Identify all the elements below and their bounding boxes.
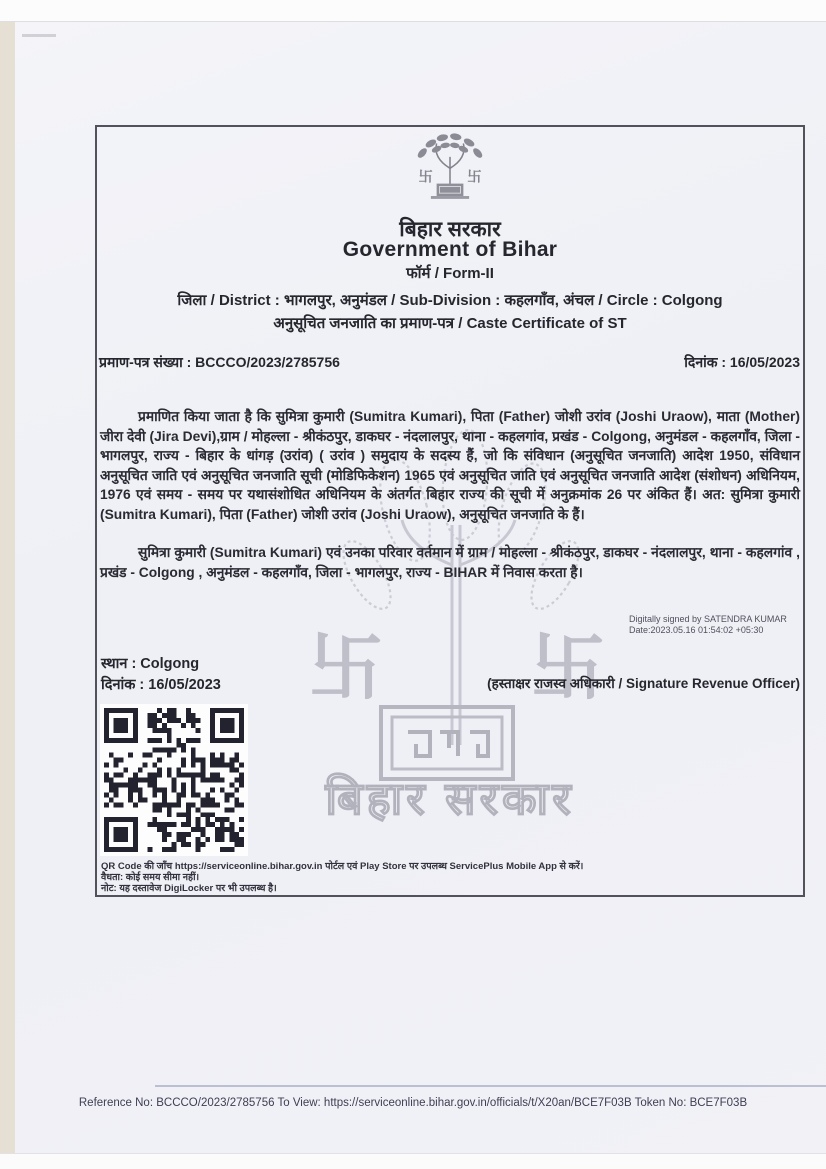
qr-note-digilocker: नोट: यह दस्तावेज DigiLocker पर भी उपलब्ध है।	[101, 882, 277, 894]
certificate-number: प्रमाण-पत्र संख्या : BCCCO/2023/2785756	[99, 354, 340, 370]
date-label: दिनांक : 16/05/2023	[101, 677, 221, 693]
certificate-body-paragraph: प्रमाणित किया जाता है कि सुमित्रा कुमारी (Sumitra Kumari), पिता (Father) जोशी उरांव (Joshi Uraow), माता (Mother) जीरा देवी (Jira Devi),ग्राम / मोहल्ला - श्रीकंठपुर, डाकघर - नंदलालपुर, थाना - कहलगांव, प्रखंड - Colgong, अनुमंडल - कहलगाँव, जिला - भागलपुर, राज्य - बिहार के धांगड़ (उरांव) ( उरांव ) समुदाय के सदस्य हैं, जो कि संविधान (अनुसूचित जनजाति) आदेश 1950, संविधान अनुसूचित जाति एवं अनुसूचित जनजाति सूची (मोडिफिकेशन) 1965 एवं अनुसूचित जाति एवं अनुसूचित जनजाति आदेश (संशोधन) अधिनियम, 1976 एवं समय - समय पर यथासंशोधित अधिनियम के अंतर्गत बिहार राज्य की सूची में अनुक्रमांक 26 पर अंकित हैं। अत: सुमित्रा कुमारी (Sumitra Kumari), पिता (Father) जोशी उरांव (Joshi Uraow), अनुसूचित जनजाति के हैं।	[100, 409, 800, 522]
digital-signature-line2: Date:2023.05.16 01:54:02 +05:30	[629, 625, 764, 635]
digital-signature-stamp	[629, 614, 787, 636]
digital-signature-line1: Digitally signed by SATENDRA KUMAR	[629, 614, 787, 624]
watermark-text: बिहार सरकार	[325, 773, 575, 824]
qr-note-validity: वैधता: कोई समय सीमा नहीं।	[101, 871, 200, 883]
qr-code	[100, 704, 248, 856]
residence-paragraph: सुमित्रा कुमारी (Sumitra Kumari) एवं उनका परिवार वर्तमान में ग्राम / मोहल्ला - श्रीकंठपुर, डाकघर - नंदलालपुर, थाना - कहलगांव , प्रखंड - Colgong , अनुमंडल - कहलगाँव, जिला - भागलपुर, राज्य - BIHAR में निवास करता है।	[100, 545, 800, 580]
svg-text:卐: 卐	[467, 169, 482, 186]
svg-text:卐: 卐	[418, 169, 433, 186]
qr-instructions	[101, 862, 795, 894]
org-name-english: Government of Bihar	[342, 238, 558, 261]
scan-left-edge	[0, 22, 15, 1169]
watermark-swastika-left-icon: 卐	[309, 626, 383, 709]
certificate-number-row	[99, 353, 800, 372]
scan-artifact	[22, 34, 56, 37]
scan-top-edge	[0, 0, 826, 22]
district-header	[97, 289, 803, 335]
qr-code-image	[104, 708, 244, 852]
footer-divider	[155, 1085, 826, 1087]
footer-reference: Reference No: BCCCO/2023/2785756 To View: https://serviceonline.bihar.gov.in/officials/t/X20an/BCE7F03B Token No: BCE7F03B	[78, 1097, 748, 1109]
form-number: फॉर्म / Form-II	[406, 265, 494, 282]
watermark-swastika-right-icon: 卐	[531, 626, 605, 709]
qr-note-verify: QR Code की जाँच https://serviceonline.bihar.gov.in पोर्टल एवं Play Store पर उपलब्ध ServicePlus Mobile App से करें।	[101, 861, 584, 872]
district-line: जिला / District : भागलपुर, अनुमंडल / Sub-Division : कहलगाँव, अंचल / Circle : Colgong	[177, 292, 723, 309]
issue-date: दिनांक : 16/05/2023	[684, 354, 800, 370]
certificate-border-frame	[95, 125, 805, 897]
org-name-hindi: बिहार सरकार	[399, 218, 501, 241]
bihar-government-emblem-icon	[390, 132, 510, 218]
scan-bottom-edge	[0, 1153, 826, 1169]
signature-officer-caption: (हस्ताक्षर राजस्व अधिकारी / Signature Revenue Officer)	[487, 676, 800, 691]
place-date-block	[101, 654, 221, 696]
certificate-title-line: अनुसूचित जनजाति का प्रमाण-पत्र / Caste Certificate of ST	[273, 315, 627, 332]
place-label: स्थान : Colgong	[101, 656, 200, 672]
